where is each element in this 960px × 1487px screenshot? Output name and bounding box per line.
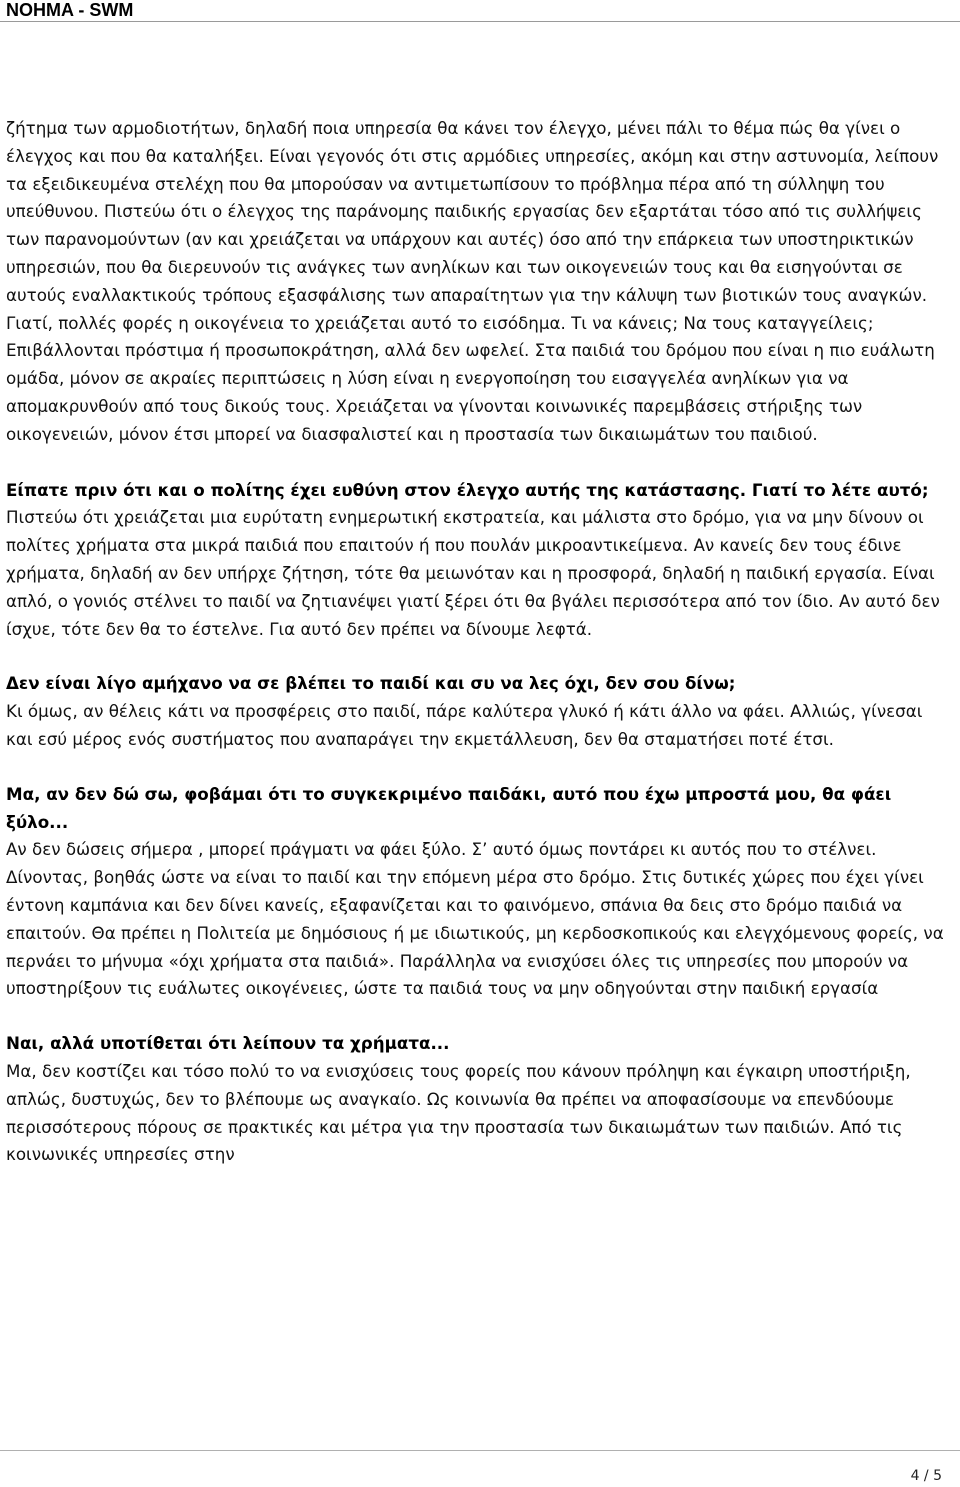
answer-3: Αν δεν δώσεις σήμερα , μπορεί πράγματι να φάει ξύλο. Σ’ αυτό όμως ποντάρει κι αυτός που το στέλνει. Δίνοντας, βοηθάς ώστε να είναι το παιδί και την επόμενη μέρα στο δρόμο. Στις δυτικές χώρες που έχει γίνει έντονη καμπάνια και δεν δίνει κανείς, εξαφανίζεται και το φαινόμενο, σπάνια θα δεις στο δρόμο παιδιά να επαιτούν. Θα πρέπει η Πολιτεία με δημόσιους ή με ιδιωτικούς, μη κερδοσκοπικούς και ελεγχόμενους φορείς, να περνάει το μήνυμα «όχι χρήματα στα παιδιά». Παράλληλα να ενισχύσει όλες τις υπηρεσίες που μπορούν να υποστηρίξουν τις ευάλωτες οικογένειες, ώστε τα παιδιά τους να μην οδηγούνται στην παιδική εργασία bbox=[6, 839, 944, 999]
question-2: Δεν είναι λίγο αμήχανο να σε βλέπει το παιδί και συ να λες όχι, δεν σου δίνω; bbox=[6, 673, 736, 694]
answer-4: Μα, δεν κοστίζει και τόσο πολύ το να ενισχύσεις τους φορείς που κάνουν πρόληψη και έγκαιρη υποστήριξη, απλώς, δυστυχώς, δεν το βλέπουμε ως αναγκαίο. Ως κοινωνία θα πρέπει να αποφασίσουμε να επενδύουμε περισσότερους πόρους σε πρακτικές και μέτρα για την προστασία των δικαιωμάτων των παιδιών. Από τις κοινωνικές υπηρεσίες στην bbox=[6, 1060, 911, 1165]
question-3: Μα, αν δεν δώ σω, φοβάμαι ότι το συγκεκριμένο παιδάκι, αυτό που έχω μπροστά μου, θα φάει ξύλο... bbox=[6, 783, 892, 832]
article-body bbox=[6, 115, 952, 1169]
document-title: NOHMA - SWM bbox=[6, 0, 134, 20]
intro-paragraph: ζήτημα των αρμοδιοτήτων, δηλαδή ποια υπηρεσία θα κάνει τον έλεγχο, μένει πάλι το θέμα πώς θα γίνει ο έλεγχος και που θα καταλήξει. Είναι γεγονός ότι στις αρμόδιες υπηρεσίες, ακόμη και στην αστυνομία, λείπουν τα εξειδικευμένα στελέχη που θα μπορούσαν να αντιμετωπίσουν το πρόβλημα πέρα από τη σύλληψη του υπεύθυνου. Πιστεύω ότι ο έλεγχος της παράνομης παιδικής εργασίας δεν εξαρτάται τόσο από τις συλλήψεις των παρανομούντων (αν και χρειάζεται να υπάρχουν και αυτές) όσο από την επάρκεια των υποστηρικτικών υπηρεσιών, που θα διερευνούν τις ανάγκες των ανηλίκων και των οικογενειών τους και θα εισηγούνται σε αυτούς εναλλακτικούς τρόπους εξασφάλισης των απαραίτητων για την κάλυψη των βιοτικών τους αναγκών. Γιατί, πολλές φορές η οικογένεια το χρειάζεται αυτό το εισόδημα. Τι να κάνεις; Να τους καταγγείλεις; Επιβάλλονται πρόστιμα ή προσωποκράτηση, αλλά δεν ωφελεί. Στα παιδιά του δρόμου που είναι η πιο ευάλωτη ομάδα, μόνον σε ακραίες περιπτώσεις η λύση είναι η ενεργοποίηση του εισαγγελέα ανηλίκων για να απομακρυνθούν από τους δικούς τους. Χρειάζεται να γίνονται κοινωνικές παρεμβάσεις στήριξης των οικογενειών, μόνον έτσι μπορεί να διασφαλιστεί και η προστασία των δικαιωμάτων του παιδιού. bbox=[6, 118, 939, 444]
answer-1: Πιστεύω ότι χρειάζεται μια ευρύτατη ενημερωτική εκστρατεία, και μάλιστα στο δρόμο, για να μην δίνουν οι πολίτες χρήματα στα μικρά παιδιά που επαιτούν ή που πουλάν μικροαντικείμενα. Αν κανείς δεν τους έδινε χρήματα, δηλαδή αν δεν υπήρχε ζήτηση, τότε θα μειωνόταν και η προσφορά, δηλαδή η παιδική εργασία. Είναι απλό, ο γονιός στέλνει το παιδί να ζητιανέψει γιατί ξέρει ότι θα βγάλει περισσότερα από τον ίδιο. Αν αυτό δεν ίσχυε, τότε δεν θα το έστελνε. Για αυτό δεν πρέπει να δίνουμε λεφτά. bbox=[6, 507, 940, 639]
question-4: Ναι, αλλά υποτίθεται ότι λείπουν τα χρήματα... bbox=[6, 1033, 450, 1054]
question-1: Είπατε πριν ότι και ο πολίτης έχει ευθύνη στον έλεγχο αυτής της κατάστασης. Γιατί το λέτε αυτό; bbox=[6, 479, 929, 500]
footer-divider bbox=[0, 1450, 960, 1451]
page-number: 4 / 5 bbox=[910, 1468, 942, 1484]
answer-2: Κι όμως, αν θέλεις κάτι να προσφέρεις στο παιδί, πάρε καλύτερα γλυκό ή κάτι άλλο να φάει. Αλλιώς, γίνεσαι και εσύ μέρος ενός συστήματος που αναπαράγει την εκμετάλλευση, δεν θα σταματήσει ποτέ έτσι. bbox=[6, 701, 923, 749]
page-header bbox=[0, 0, 960, 22]
